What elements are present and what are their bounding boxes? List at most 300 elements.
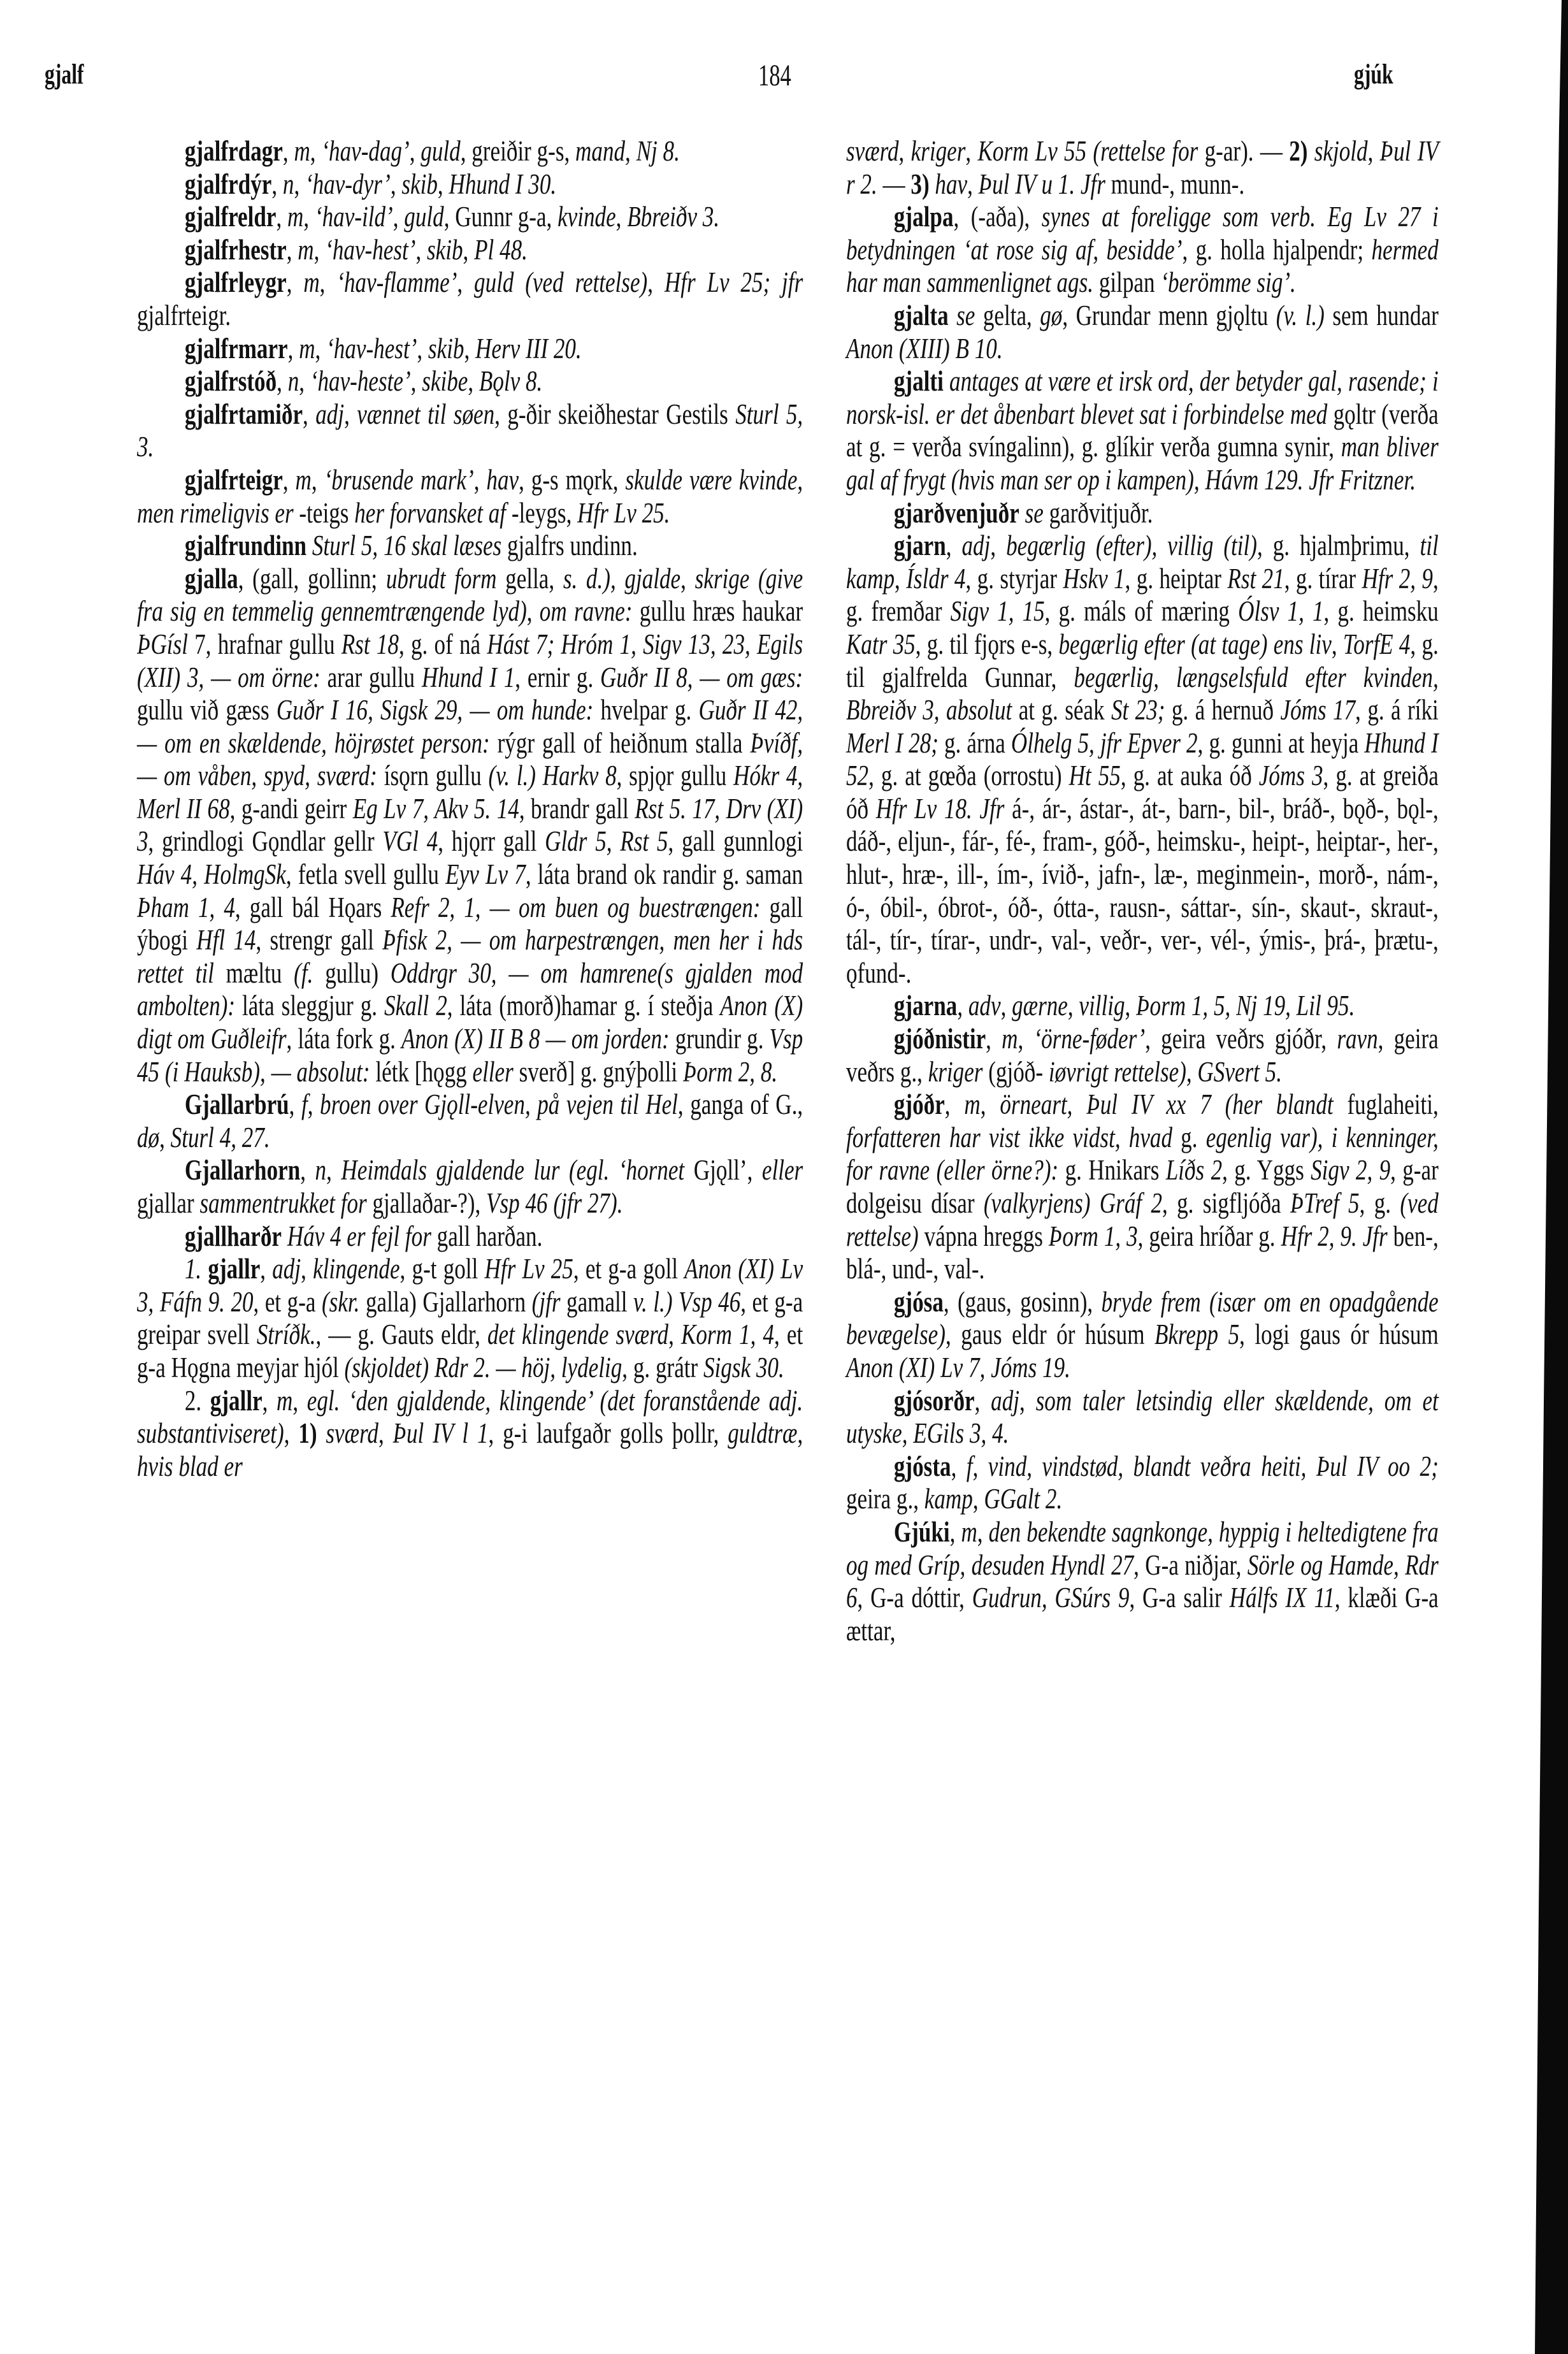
- italic-text: adj: [961, 530, 991, 562]
- italic-text: det klingende sværd: [487, 1318, 669, 1351]
- text: , gall gunnlogi: [668, 825, 803, 858]
- text: ,: [972, 1450, 988, 1482]
- italic-text: Hfr Lv 25; jfr: [664, 266, 803, 299]
- text: ,: [344, 398, 357, 430]
- text: sem hundar: [1324, 299, 1439, 331]
- text: ,: [292, 1384, 307, 1417]
- text: , láta brand ok randir g. saman: [525, 858, 803, 891]
- text: grundir g.: [669, 1023, 770, 1055]
- headword: 2): [1289, 135, 1308, 167]
- italic-text: Korm Lv 55 (rettelse for: [977, 135, 1198, 167]
- text: , grindlogi Gǫndlar gellr: [148, 825, 383, 858]
- text: ,: [797, 1417, 803, 1450]
- italic-text: örneart, Þul IV xx 7 (her blandt: [1000, 1088, 1334, 1121]
- italic-text: skjold: [1314, 135, 1368, 167]
- text: mæltu: [213, 957, 294, 989]
- text: ,: [315, 332, 327, 365]
- text: ,: [271, 168, 283, 200]
- text: ísǫrn gullu: [377, 760, 489, 792]
- italic-text: ‘hav-flamme’: [336, 266, 457, 299]
- text: gǫltr (verða at g. = verða svíngalinn), g. glíkir verða gumna synir,: [846, 398, 1439, 463]
- italic-text: ‘hav-dyr’: [305, 168, 391, 200]
- dictionary-entry: [137, 1220, 803, 1253]
- text: gelta,: [975, 299, 1040, 331]
- text: g.: [1172, 1121, 1206, 1153]
- text: , fetla svell gullu: [285, 858, 446, 891]
- text: gullu við gæss: [137, 694, 277, 726]
- italic-text: St 23;: [1111, 694, 1165, 726]
- text: ,: [437, 168, 449, 200]
- italic-text: Anon (X) digt om Guðleifr: [137, 990, 803, 1055]
- italic-text: man bliver gal af frygt (hvis man ser op i kampen), Hávm 129. Jfr Fritzner.: [846, 431, 1439, 496]
- text: [944, 365, 949, 397]
- italic-text: Bbreiðv 3.: [627, 201, 720, 233]
- italic-text: Nj 8.: [636, 135, 680, 167]
- italic-text: skib: [427, 233, 463, 266]
- italic-text: (v. l.) Harkv 8: [488, 760, 617, 792]
- text: , g-i laufgaðr golls þollr,: [488, 1417, 728, 1450]
- headword: 1): [298, 1417, 317, 1450]
- dictionary-entry: [137, 333, 803, 366]
- italic-text: Þorm 1, 3: [1048, 1220, 1138, 1252]
- text: , g. grátr: [622, 1351, 703, 1383]
- text: [930, 168, 935, 200]
- headword: gjalfrdagr: [184, 135, 283, 167]
- text: , g-s mǫrk,: [519, 463, 626, 496]
- italic-text: hermed har man sammenlignet ags.: [846, 233, 1439, 299]
- headword: gjósa: [893, 1285, 944, 1318]
- italic-text: Guðr II 42, — om en skældende, höjrøstet person:: [137, 694, 803, 759]
- italic-text: sværd: [326, 1417, 378, 1450]
- italic-text: Merl I 28;: [846, 726, 939, 759]
- text: (gjóð-: [982, 1055, 1049, 1088]
- italic-text: Hókr 4, Merl II 68: [137, 760, 803, 825]
- italic-text: Rst 21: [1227, 562, 1284, 595]
- italic-text: Þul IV u 1. Jfr: [978, 168, 1105, 200]
- headword: gjóðr: [893, 1088, 945, 1121]
- dictionary-entry: [137, 135, 803, 168]
- italic-text: (skjoldet) Rdr 2. — höj, lydelig: [344, 1351, 622, 1383]
- text: , geira hríðar g.: [1137, 1220, 1281, 1252]
- italic-text: Eyv Lv 7: [445, 858, 526, 891]
- text: , et g-a greipar svell: [137, 1285, 803, 1351]
- italic-text: Anon (X) II B 8 — om jorden:: [401, 1023, 670, 1055]
- text: ,: [410, 365, 422, 398]
- italic-text: skulde være kvinde: [625, 463, 798, 496]
- text: , G-a salir: [1129, 1582, 1230, 1614]
- italic-text: m: [303, 266, 320, 299]
- italic-text: klingende: [313, 1253, 400, 1285]
- text: ,: [276, 201, 288, 233]
- text: ,: [468, 365, 479, 398]
- italic-text: m: [287, 201, 304, 233]
- text: , g. styrjar: [965, 562, 1063, 595]
- text: ,: [303, 398, 316, 430]
- text: —: [877, 168, 911, 200]
- text: , g. tírar: [1284, 562, 1362, 595]
- text: Gjǫll’,: [684, 1154, 762, 1187]
- dictionary-entry: [846, 990, 1439, 1023]
- text: g. Hnikars: [1058, 1154, 1166, 1187]
- italic-text: ‘hav-heste’: [310, 365, 411, 398]
- headword: gjalfrundinn: [184, 530, 307, 562]
- text: [282, 1220, 287, 1252]
- text: ,: [949, 1515, 961, 1548]
- italic-text: Hfr 2, 9: [1362, 562, 1433, 595]
- headword: gjalti: [893, 365, 944, 398]
- italic-text: Jóms 17: [1280, 694, 1356, 726]
- text: ,: [282, 463, 296, 496]
- italic-text: broen over Gjǫll-elven, på vejen til Hel: [320, 1088, 678, 1121]
- italic-text: VGl 4: [382, 825, 438, 858]
- text: , G-a dóttir,: [857, 1582, 972, 1614]
- text: á-, ár-, ástar-, át-, barn-, bil-, bráð-, bǫð-, bǫl-, dáð-, eljun-, fár-, fé-, fram-, góð-, heimsku-, heipt-, heiptar-, her-, hlut-, hræ-, ill-, ím-, ívið-, jafn-, læ-, meginmein-, morð-, nám-, ó-, óbil-, óbrot-, óð-, ótta-, rausn-, sáttar-, sín-, skaut-, skraut-, tál-, tír-, tírar-, undr-, val-, veðr-, ver-, vél-, ýmis-, þrá-, þrætu-, ǫfund-.: [846, 792, 1439, 989]
- italic-text: Vsp 45 (i Hauksb), — absolut:: [137, 1023, 803, 1088]
- column-left: [137, 135, 803, 1483]
- text: [317, 1417, 326, 1449]
- text: ,: [1125, 990, 1137, 1022]
- italic-text: Hfr Lv 18. Jfr: [875, 792, 1005, 825]
- italic-text: m: [299, 332, 315, 365]
- italic-text: Hhund I 1: [421, 661, 515, 693]
- italic-text: se: [1025, 496, 1044, 529]
- italic-text: (skr.: [321, 1285, 360, 1318]
- dictionary-entry: [137, 365, 803, 398]
- running-head-left: gjalf: [45, 59, 84, 90]
- text: , g.: [1359, 1187, 1400, 1219]
- italic-text: sammentrukket for: [199, 1187, 367, 1219]
- italic-text: m: [1002, 1023, 1018, 1055]
- text: , g-t goll: [399, 1253, 485, 1285]
- text: ,: [463, 233, 475, 266]
- headword: gjalfrmarr: [184, 332, 288, 365]
- headword: Gjallarhorn: [184, 1154, 301, 1187]
- dictionary-entry: [137, 398, 803, 464]
- dictionary-entry: [846, 1385, 1439, 1450]
- italic-text: Gudrun, GSúrs 9: [972, 1582, 1130, 1614]
- italic-text: ‘hav-hest’: [325, 233, 416, 266]
- text: arar gullu: [320, 661, 422, 693]
- italic-text: (jfr: [531, 1285, 561, 1318]
- italic-text: n: [315, 1154, 327, 1187]
- text: ,: [262, 1384, 277, 1417]
- text: gullu): [313, 957, 391, 989]
- italic-text: Bǫlv 8.: [478, 365, 543, 398]
- text: , gaus eldr ór húsum: [945, 1318, 1155, 1351]
- italic-text: Hhund I 52: [846, 726, 1439, 792]
- text: ,: [301, 1253, 313, 1285]
- italic-text: Háv 4 er fejl for: [287, 1220, 431, 1252]
- text: fuglaheiti,: [1333, 1088, 1439, 1121]
- headword: gjóðnistir: [893, 1023, 986, 1055]
- italic-text: Stríðk.: [256, 1318, 316, 1351]
- headword: gjallr: [210, 1384, 263, 1417]
- dictionary-entry: [137, 266, 803, 332]
- text: ,: [286, 266, 304, 299]
- dictionary-entry: [137, 201, 803, 234]
- text: ,: [647, 266, 665, 299]
- text: , g-andi geirr: [229, 792, 353, 825]
- italic-text: n: [287, 365, 299, 398]
- text: , g. máls of mæring: [1044, 595, 1239, 628]
- text: , et g-a goll: [573, 1253, 685, 1285]
- headword: gjarn: [893, 530, 946, 562]
- text: ,: [990, 530, 1007, 562]
- italic-text: ‘berömme sig’.: [1160, 266, 1296, 299]
- text: sverð] g. gnýþolli: [513, 1055, 683, 1088]
- italic-text: mand: [575, 135, 626, 167]
- italic-text: Jóms 3: [1258, 760, 1323, 792]
- italic-text: (valkyrjens) Gráf 2: [983, 1187, 1163, 1219]
- text: ,: [967, 168, 979, 200]
- italic-text: guld: [404, 201, 444, 233]
- text: , g. of ná: [398, 628, 487, 660]
- text: , et g-a Hǫgna meyjar hjól: [137, 1318, 803, 1383]
- italic-text: Ólhelg 5, jfr Epver 2: [1011, 726, 1198, 759]
- italic-text: Pl 48.: [474, 233, 528, 266]
- dictionary-entry: [846, 135, 1439, 201]
- text: , g. hjalmþrimu,: [1256, 530, 1420, 562]
- italic-text: synes at foreligge som verb. Eg Lv 27 i betydningen ‘at rose sig af, besidde’: [846, 201, 1439, 266]
- text: , strengr gall: [255, 924, 383, 957]
- text: , g. á ríki: [1355, 694, 1439, 726]
- italic-text: skib: [401, 168, 438, 200]
- headword: gjalla: [184, 562, 238, 595]
- scan-binding-edge: [1530, 0, 1568, 2354]
- text: , g. til fjǫrs e-s,: [915, 628, 1059, 660]
- running-head-right: gjúk: [1354, 59, 1393, 90]
- italic-text: Oddrgr 30, — om hamrene(s gjalden mod ambolten):: [137, 957, 803, 1022]
- text: rýgr gall of heiðnum stalla: [489, 726, 751, 759]
- italic-text: Guðr II 8, — om gæs:: [600, 661, 803, 693]
- italic-text: Hfl 14: [196, 924, 256, 957]
- text: , g-ðir skeiðhestar Gestils: [494, 398, 736, 430]
- text: ,: [289, 1088, 301, 1121]
- italic-text: ÞGísl: [137, 628, 188, 660]
- italic-text: Anon (XI) Lv 7, Jóms 19.: [846, 1351, 1070, 1383]
- text: , Gunnr g-a,: [443, 201, 558, 233]
- headword: gjósta: [893, 1450, 951, 1482]
- italic-text: Hfr Lv 25: [484, 1253, 573, 1285]
- italic-text: Sigv 2, 9: [1311, 1154, 1391, 1187]
- text: ,: [319, 266, 337, 299]
- text: ,: [895, 562, 907, 595]
- italic-text: Þvíðf, — om våben, spyd, sværd:: [137, 726, 803, 792]
- italic-text: adv: [968, 990, 1001, 1022]
- text: ,: [392, 201, 405, 233]
- italic-text: hav: [935, 168, 968, 200]
- text: , geira veðrs g.,: [846, 1023, 1439, 1088]
- text: gella,: [496, 562, 563, 595]
- italic-text: skrige (give fra sig en temmelig gennemtrængende lyd): [137, 562, 803, 628]
- italic-text: Bkrepp 5: [1154, 1318, 1240, 1351]
- text: ,: [311, 463, 324, 496]
- text: , g. gunni at heyja: [1197, 726, 1365, 759]
- text: galla) Gjallarhorn: [359, 1285, 532, 1318]
- text: ,: [326, 1154, 342, 1187]
- text: ,: [284, 1417, 299, 1450]
- text: létk [hǫgg: [370, 1055, 473, 1088]
- text: hvelpar g.: [593, 694, 699, 726]
- text: ,: [957, 990, 968, 1022]
- headword: gjalfreldr: [184, 201, 277, 233]
- italic-text: v. l.) Vsp 46: [633, 1285, 741, 1318]
- italic-text: Hskv 1: [1063, 562, 1125, 595]
- text: , g. fremðar: [846, 562, 1439, 628]
- text: ,: [680, 562, 695, 595]
- italic-text: ‘hav-ild’: [314, 201, 393, 233]
- italic-text: adj: [272, 1253, 301, 1285]
- text: g. árna: [938, 726, 1011, 759]
- italic-text: m: [298, 233, 314, 266]
- text: ,: [303, 201, 315, 233]
- text: , g. heiptar: [1125, 562, 1228, 595]
- italic-text: Þul IV r 2.: [846, 135, 1439, 200]
- text: ,: [1367, 135, 1380, 167]
- text: , g. holla hjalpendr;: [1182, 233, 1372, 266]
- italic-text: (v. l.): [1276, 299, 1325, 331]
- text: ,: [299, 365, 310, 398]
- text: ,: [1067, 990, 1079, 1022]
- italic-text: begærlig, længselsfuld efter kvinden, Bbreiðv 3, absolut: [846, 661, 1439, 726]
- italic-text: adj: [315, 398, 345, 430]
- italic-text: Sturl 4, 27.: [170, 1121, 270, 1153]
- text: ,: [378, 1417, 393, 1450]
- italic-text: ubrudt form: [385, 562, 497, 595]
- italic-text: Sigsk 30.: [703, 1351, 784, 1383]
- italic-text: 1.: [184, 1253, 202, 1285]
- italic-text: eller: [472, 1055, 514, 1088]
- dictionary-entry: [137, 168, 803, 201]
- text: , láta (morð)hamar g. í steðja: [447, 990, 721, 1022]
- italic-text: Þorm 2, 8.: [682, 1055, 778, 1088]
- italic-text: Líðs 2: [1165, 1154, 1223, 1187]
- headword: gjalfrdýr: [184, 168, 272, 200]
- text: g. á hernuð: [1165, 694, 1281, 726]
- text: ,: [1000, 990, 1012, 1022]
- text: , g. til gjalfrelda Gunnar,: [846, 628, 1439, 693]
- italic-text: ÞTref 5: [1290, 1187, 1360, 1219]
- italic-text: her forvansket af: [354, 496, 507, 529]
- italic-text: Rst 18: [341, 628, 399, 660]
- italic-text: Anon (XIII) B 10.: [846, 332, 1003, 365]
- italic-text: adj: [991, 1384, 1020, 1417]
- text: ,: [977, 1515, 989, 1548]
- text: -teigs: [293, 496, 355, 529]
- text: ,: [390, 168, 402, 200]
- headword: gjallharðr: [184, 1220, 282, 1252]
- dictionary-entry: [846, 1286, 1439, 1385]
- italic-text: Vsp 46 (jfr 27).: [486, 1187, 623, 1219]
- text: ,: [415, 233, 428, 266]
- italic-text: kriger: [910, 135, 966, 167]
- text: [1019, 497, 1025, 529]
- text: , g. at auka óð: [1120, 760, 1259, 792]
- text: -leygs,: [506, 496, 578, 529]
- italic-text: Þorm 1, 5, Nj 19, Lil 95.: [1136, 990, 1355, 1022]
- italic-text: egenlig var), i kenninger, for ravne (eller örne?):: [846, 1121, 1439, 1187]
- italic-text: begærlig efter (at tage) ens liv: [1058, 628, 1332, 660]
- italic-text: Korm 1, 4: [680, 1318, 774, 1351]
- page-number: 184: [758, 59, 791, 92]
- text: ,: [974, 1384, 991, 1417]
- text: , g-ar dolgeisu dísar: [846, 1154, 1439, 1219]
- headword: gjalfrhestr: [184, 233, 287, 266]
- italic-text: forfatteren har vist ikke vidst, hvad: [846, 1121, 1173, 1153]
- text: , g. Yggs: [1222, 1154, 1311, 1187]
- text: , klæði G-a ættar,: [846, 1582, 1439, 1647]
- dictionary-entry: [846, 530, 1439, 990]
- italic-text: ‘brusende mark’: [324, 463, 474, 496]
- text: ,: [980, 1088, 1000, 1121]
- italic-text: Katr 35: [846, 628, 916, 660]
- text: g-ar). —: [1198, 135, 1290, 167]
- text: gilpan: [1093, 266, 1161, 299]
- dictionary-entry: [137, 1253, 803, 1384]
- dictionary-entry: [846, 1516, 1439, 1647]
- text: garðvitjuðr.: [1043, 496, 1153, 529]
- text: , logi gaus ór húsum: [1239, 1318, 1439, 1351]
- headword: gjarðvenjuðr: [893, 496, 1019, 529]
- italic-text: gø: [1040, 299, 1063, 331]
- text: ,: [300, 1154, 315, 1187]
- text: , (gaus, gosinn),: [943, 1285, 1102, 1318]
- text: ,: [310, 135, 322, 167]
- italic-text: ravn: [1337, 1023, 1378, 1055]
- text: ,: [282, 135, 294, 167]
- headword: gjósorðr: [893, 1384, 975, 1417]
- text: [201, 1253, 208, 1285]
- text: geira g.,: [846, 1483, 924, 1515]
- italic-text: skib: [428, 332, 464, 365]
- text: ,: [277, 365, 288, 398]
- italic-text: ‘hav-dag’: [321, 135, 410, 167]
- text: ,: [286, 233, 298, 266]
- dictionary-entry: [137, 1385, 803, 1484]
- text: ,: [307, 1088, 320, 1121]
- text: ,: [1019, 1384, 1036, 1417]
- italic-text: Hálfs IX 11: [1229, 1582, 1335, 1614]
- italic-text: Sigv 1, 15: [950, 595, 1045, 628]
- italic-text: Hfr Lv 25.: [577, 496, 670, 529]
- text: gullu hræs haukar: [632, 595, 803, 628]
- italic-text: hvis blad er: [137, 1450, 243, 1482]
- italic-text: hav: [486, 463, 519, 496]
- dictionary-entry: [137, 1088, 803, 1154]
- text: at g. séak: [1012, 694, 1111, 726]
- italic-text: vind, vindstød, blandt veðra heiti, Þul IV oo 2;: [988, 1450, 1439, 1482]
- italic-text: m: [964, 1088, 981, 1121]
- italic-text: Sturl 5, 16 skal læses: [312, 530, 502, 562]
- dictionary-entry: [846, 1450, 1439, 1516]
- text: , ganga of G.,: [677, 1088, 803, 1121]
- text: ,: [464, 332, 476, 365]
- italic-text: Sörle og Hamde, Rdr 6: [846, 1549, 1439, 1614]
- text: , Grundar menn gjǫltu: [1062, 299, 1276, 331]
- text: [949, 300, 956, 331]
- italic-text: kamp: [924, 1483, 973, 1515]
- italic-text: n: [282, 168, 294, 200]
- text: ,: [473, 463, 487, 496]
- dictionary-entry: [846, 365, 1439, 496]
- italic-text: Hfr 2, 9. Jfr: [1281, 1220, 1388, 1252]
- italic-text: vænnet til søen: [357, 398, 495, 430]
- italic-text: Hást 7; Hróm 1, Sigv 13, 23, Egils (XII) 3, — om örne:: [137, 628, 803, 693]
- text: , hjǫrr gall: [438, 825, 545, 858]
- text: ,: [409, 135, 421, 167]
- text: , et g-a: [253, 1285, 322, 1318]
- dictionary-entry: [846, 497, 1439, 530]
